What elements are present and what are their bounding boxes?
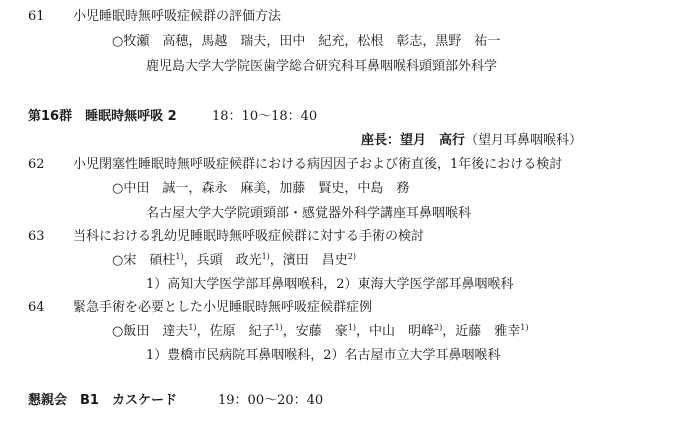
entry-62-title: 小児閉塞性睡眠時無呼吸症候群における病因因子および術直後，1年後における検討 — [73, 157, 563, 172]
entry-61-affiliation: 鹿児島大学大学院医歯学総合研究科耳鼻咽喉科頭頸部外科学 — [146, 59, 498, 74]
entry-64-sup-4: 2) — [434, 323, 443, 332]
entry-64-author-1: ○飯田 達夫 — [112, 324, 189, 339]
entry-63-author-3: ，濱田 昌史 — [269, 253, 348, 268]
entry-61-title-line — [28, 8, 281, 26]
session-16-chair: 座長：望月 高行 — [361, 133, 466, 148]
entry-63-title-line — [28, 228, 424, 246]
entry-64-sup-3: 1) — [347, 323, 357, 332]
session-16-chair-line — [361, 132, 582, 150]
entry-61-number: 61 — [28, 9, 45, 24]
entry-63-author-1: ○宋 碩柱 — [112, 253, 176, 268]
entry-64-authors — [112, 323, 529, 341]
entry-62-affiliation: 名古屋大学大学院頭頸部・感覚器外科学講座耳鼻咽喉科 — [146, 206, 472, 221]
entry-63-author-2: ，兵頭 政光 — [183, 253, 262, 268]
entry-63-authors — [112, 252, 356, 270]
entry-64-sup-5: 1) — [520, 323, 529, 332]
entry-64-sup-1: 1) — [188, 323, 197, 332]
session-16-time: 18：10〜18：40 — [212, 109, 318, 124]
entry-64-author-5: ，近藤 雅幸 — [442, 324, 521, 339]
entry-61-title: 小児睡眠時無呼吸症候群の評価方法 — [73, 9, 282, 24]
entry-64-sup-2: 1) — [274, 323, 283, 332]
entry-64-author-2: ，佐原 紀子 — [196, 324, 275, 339]
entry-63-sup-2: 1) — [261, 252, 270, 261]
entry-61-authors: ○牧瀬 高穂，馬越 瑞夫，田中 紀充，松根 彰志，黒野 祐一 — [112, 34, 501, 49]
entry-62-number: 62 — [28, 157, 45, 172]
reception-label: 懇親会 B1 カスケード — [28, 393, 177, 408]
entry-62-authors: ○中田 誠一，森永 麻美，加藤 賢史，中島 務 — [112, 181, 410, 196]
session-16-chair-affiliation: （望月耳鼻咽喉科） — [465, 133, 583, 148]
entry-64-title: 緊急手術を必要とした小児睡眠時無呼吸症候群症例 — [73, 300, 373, 315]
session-16-label: 第16群 睡眠時無呼吸 2 — [28, 109, 177, 124]
entry-64-title-line — [28, 299, 372, 317]
entry-63-number: 63 — [28, 229, 45, 244]
entry-63-affiliation: 1）高知大学医学部耳鼻咽喉科，2）東海大学医学部耳鼻咽喉科 — [146, 277, 514, 292]
entry-63-title: 当科における乳幼児睡眠時無呼吸症候群に対する手術の検討 — [73, 229, 425, 244]
entry-63-sup-1: 1) — [175, 252, 184, 261]
entry-62-title-line — [28, 156, 562, 174]
entry-64-number: 64 — [28, 300, 45, 315]
entry-64-author-4: ，中山 明峰 — [356, 324, 435, 339]
reception-time: 19：00〜20：40 — [218, 393, 324, 408]
entry-64-author-3: ，安藤 豪 — [282, 324, 348, 339]
entry-64-affiliation: 1）豊橋市民病院耳鼻咽喉科，2）名古屋市立大学耳鼻咽喉科 — [146, 348, 501, 363]
entry-63-sup-3: 2) — [347, 252, 357, 261]
